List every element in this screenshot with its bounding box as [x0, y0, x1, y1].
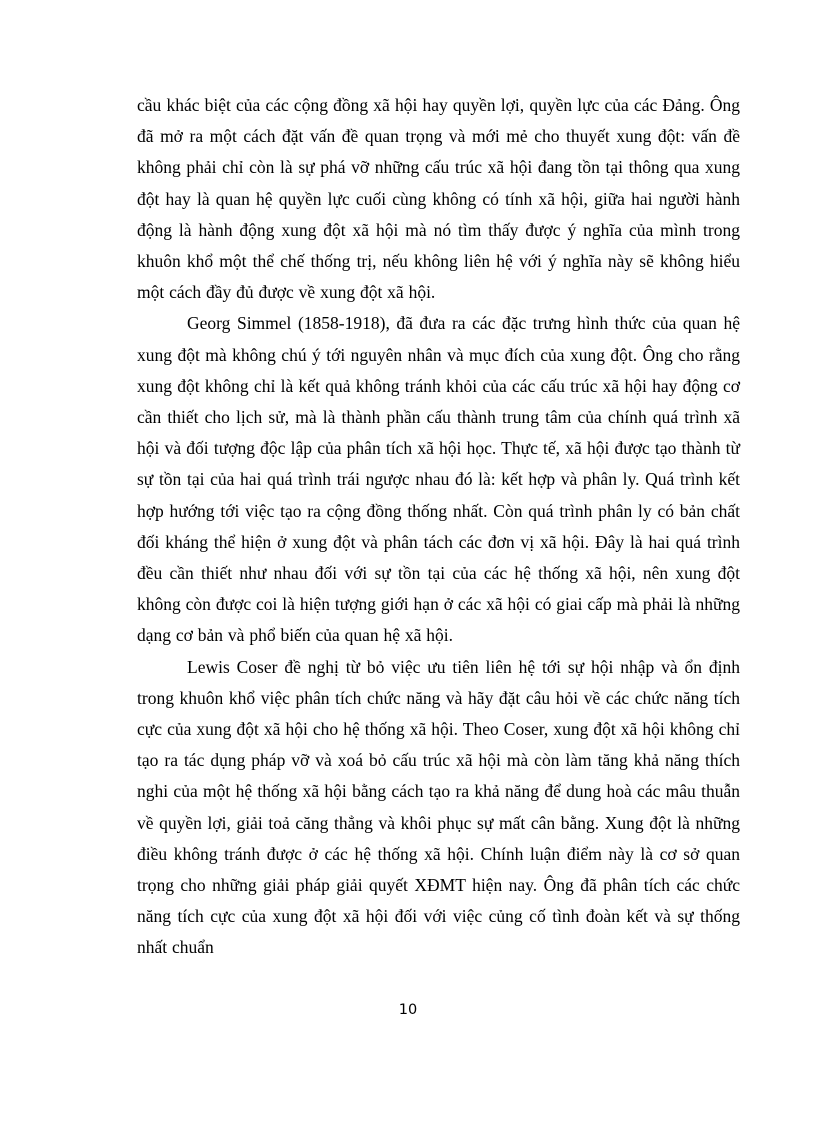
paragraph-georg-simmel: Georg Simmel (1858-1918), đã đưa ra các đặc trưng hình thức của quan hệ xung đột mà không chú ý tới nguyên nhân và mục đích của xung đột. Ông cho rằng xung đột không chỉ là kết quả không tránh khỏi của các cấu trúc xã hội hay động cơ cần thiết cho lịch sử, mà là thành phần cấu thành trung tâm của chính quá trình xã hội và đối tượng độc lập của phân tích xã hội học. Thực tế, xã hội được tạo thành từ sự tồn tại của hai quá trình trái ngược nhau đó là: kết hợp và phân ly. Quá trình kết hợp hướng tới việc tạo ra cộng đồng thống nhất. Còn quá trình phân ly có bản chất đối kháng thể hiện ở xung đột và phân tách các đơn vị xã hội. Đây là hai quá trình đều cần thiết như nhau đối với sự tồn tại của các hệ thống xã hội, nên xung đột không còn được coi là hiện tượng giới hạn ở các xã hội có giai cấp mà phải là những dạng cơ bản và phổ biến của quan hệ xã hội. — [137, 313, 740, 646]
paragraph-continuation: cầu khác biệt của các cộng đồng xã hội hay quyền lợi, quyền lực của các Đảng. Ông đã mở ra một cách đặt vấn đề quan trọng và mới mẻ cho thuyết xung đột: vấn đề không phải chỉ còn là sự phá vỡ những cấu trúc xã hội đang tồn tại thông qua xung đột hay là quan hệ quyền lực cuối cùng không có tính xã hội, giữa hai người hành động là hành động xung đột xã hội mà nó tìm thấy được ý nghĩa của mình trong khuôn khổ một thể chế thống trị, nếu không liên hệ với ý nghĩa này sẽ không hiểu một cách đầy đủ được về xung đột xã hội. — [137, 95, 740, 303]
page-number: 10 — [398, 1002, 418, 1018]
document-body — [137, 90, 740, 964]
paragraph-lewis-coser: Lewis Coser đề nghị từ bỏ việc ưu tiên liên hệ tới sự hội nhập và ổn định trong khuôn khổ việc phân tích chức năng và hãy đặt câu hỏi về các chức năng tích cực của xung đột xã hội cho hệ thống xã hội. Theo Coser, xung đột xã hội không chỉ tạo ra tác dụng pháp vỡ và xoá bỏ cấu trúc xã hội mà còn làm tăng khả năng thích nghi của một hệ thống xã hội bằng cách tạo ra khả năng để dung hoà các mâu thuẫn về quyền lợi, giải toả căng thẳng và khôi phục sự mất cân bằng. Xung đột là những điều không tránh được ở các hệ thống xã hội. Chính luận điểm này là cơ sở quan trọng cho những giải pháp giải quyết XĐMT hiện nay. Ông đã phân tích các chức năng tích cực của xung đột xã hội đối với việc củng cố tình đoàn kết và sự thống nhất chuẩn — [137, 656, 740, 958]
